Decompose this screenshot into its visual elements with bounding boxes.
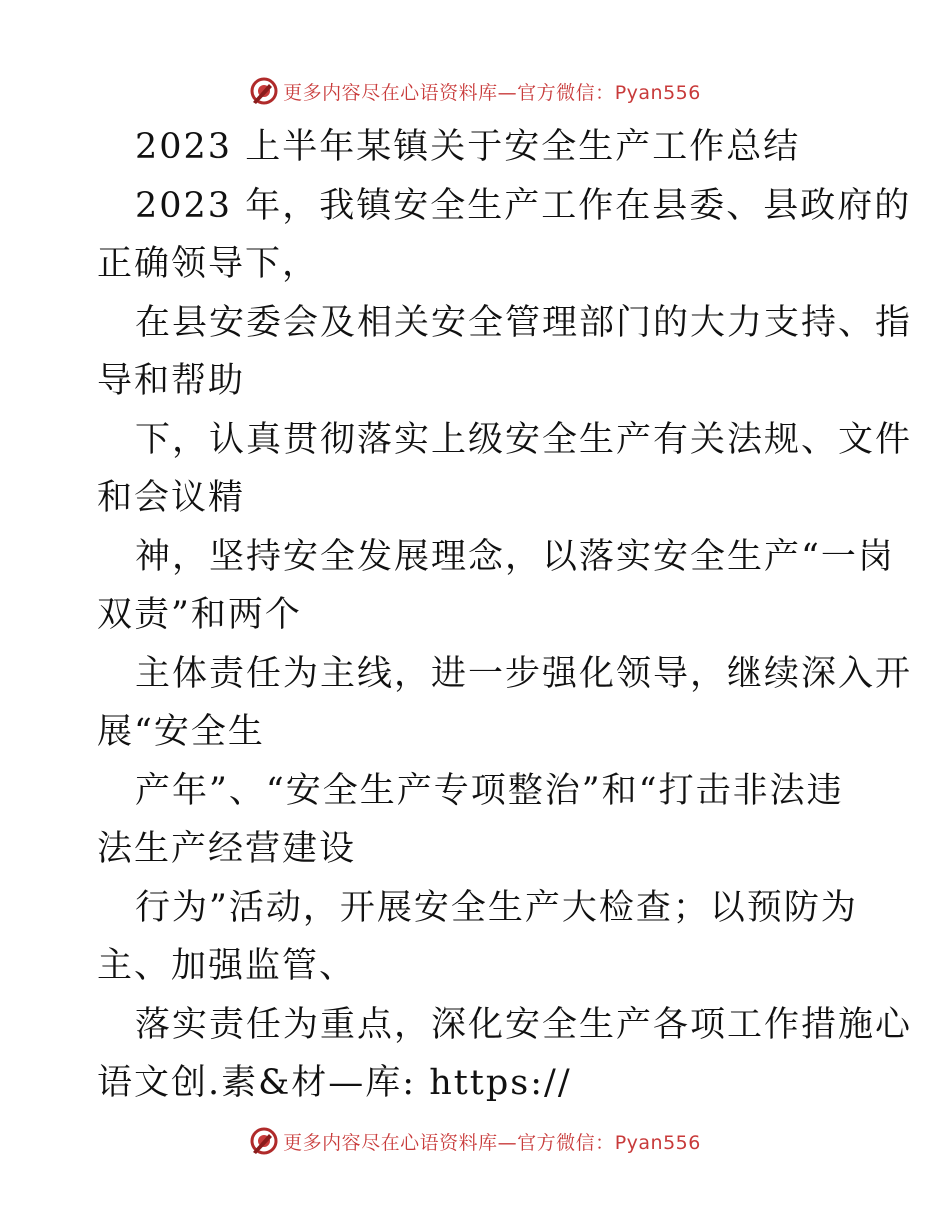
header-banner	[0, 71, 950, 111]
paragraph-line: 落实责任为重点，深化安全生产各项工作措施心	[135, 1004, 913, 1045]
paragraph-line: 法生产经营建设	[97, 829, 357, 869]
banner-wechat-label: 官方微信：	[517, 81, 615, 104]
paragraph-line: 下，认真贯彻落实上级安全生产有关法规、文件	[135, 419, 913, 460]
paragraph-line: 正确领导下，	[97, 244, 320, 284]
banner-wechat-id: Pyan556	[614, 81, 701, 104]
paragraph-line: 主、加强监管、	[97, 946, 357, 986]
banner-wechat-label: 官方微信：	[517, 1131, 615, 1154]
banner-site-name: 更多内容尽在心语资料库	[283, 81, 498, 104]
banner-dash: —	[497, 1131, 518, 1154]
paragraph-line: 和会议精	[97, 478, 246, 518]
document-title: 2023 上半年某镇关于安全生产工作总结	[135, 127, 801, 167]
paragraph-line: 导和帮助	[97, 361, 246, 401]
paragraph-line: 展“安全生	[97, 712, 265, 752]
paragraph-line: 主体责任为主线，进一步强化领导，继续深入开	[135, 653, 913, 694]
pen-logo-icon	[249, 1126, 279, 1156]
paragraph-line: 产年”、“安全生产专项整治”和“打击非法违	[135, 770, 844, 811]
banner-text	[283, 78, 701, 105]
banner-wechat-id: Pyan556	[614, 1131, 701, 1154]
footer-banner	[0, 1121, 950, 1161]
paragraph-line: 双责”和两个	[97, 595, 302, 635]
banner-dash: —	[497, 81, 518, 104]
banner-text	[283, 1128, 701, 1155]
paragraph-line: 在县安委会及相关安全管理部门的大力支持、指	[135, 302, 913, 343]
paragraph-line: 2023 年，我镇安全生产工作在县委、县政府的	[135, 185, 912, 226]
paragraph-line: 行为”活动，开展安全生产大检查；以预防为	[135, 887, 858, 928]
paragraph-line: 神，坚持安全发展理念，以落实安全生产“一岗	[135, 536, 895, 577]
document-body	[97, 118, 913, 1113]
paragraph-line: 语文创.素&材—库: https://	[97, 1063, 572, 1103]
banner-site-name: 更多内容尽在心语资料库	[283, 1131, 498, 1154]
pen-logo-icon	[249, 76, 279, 106]
